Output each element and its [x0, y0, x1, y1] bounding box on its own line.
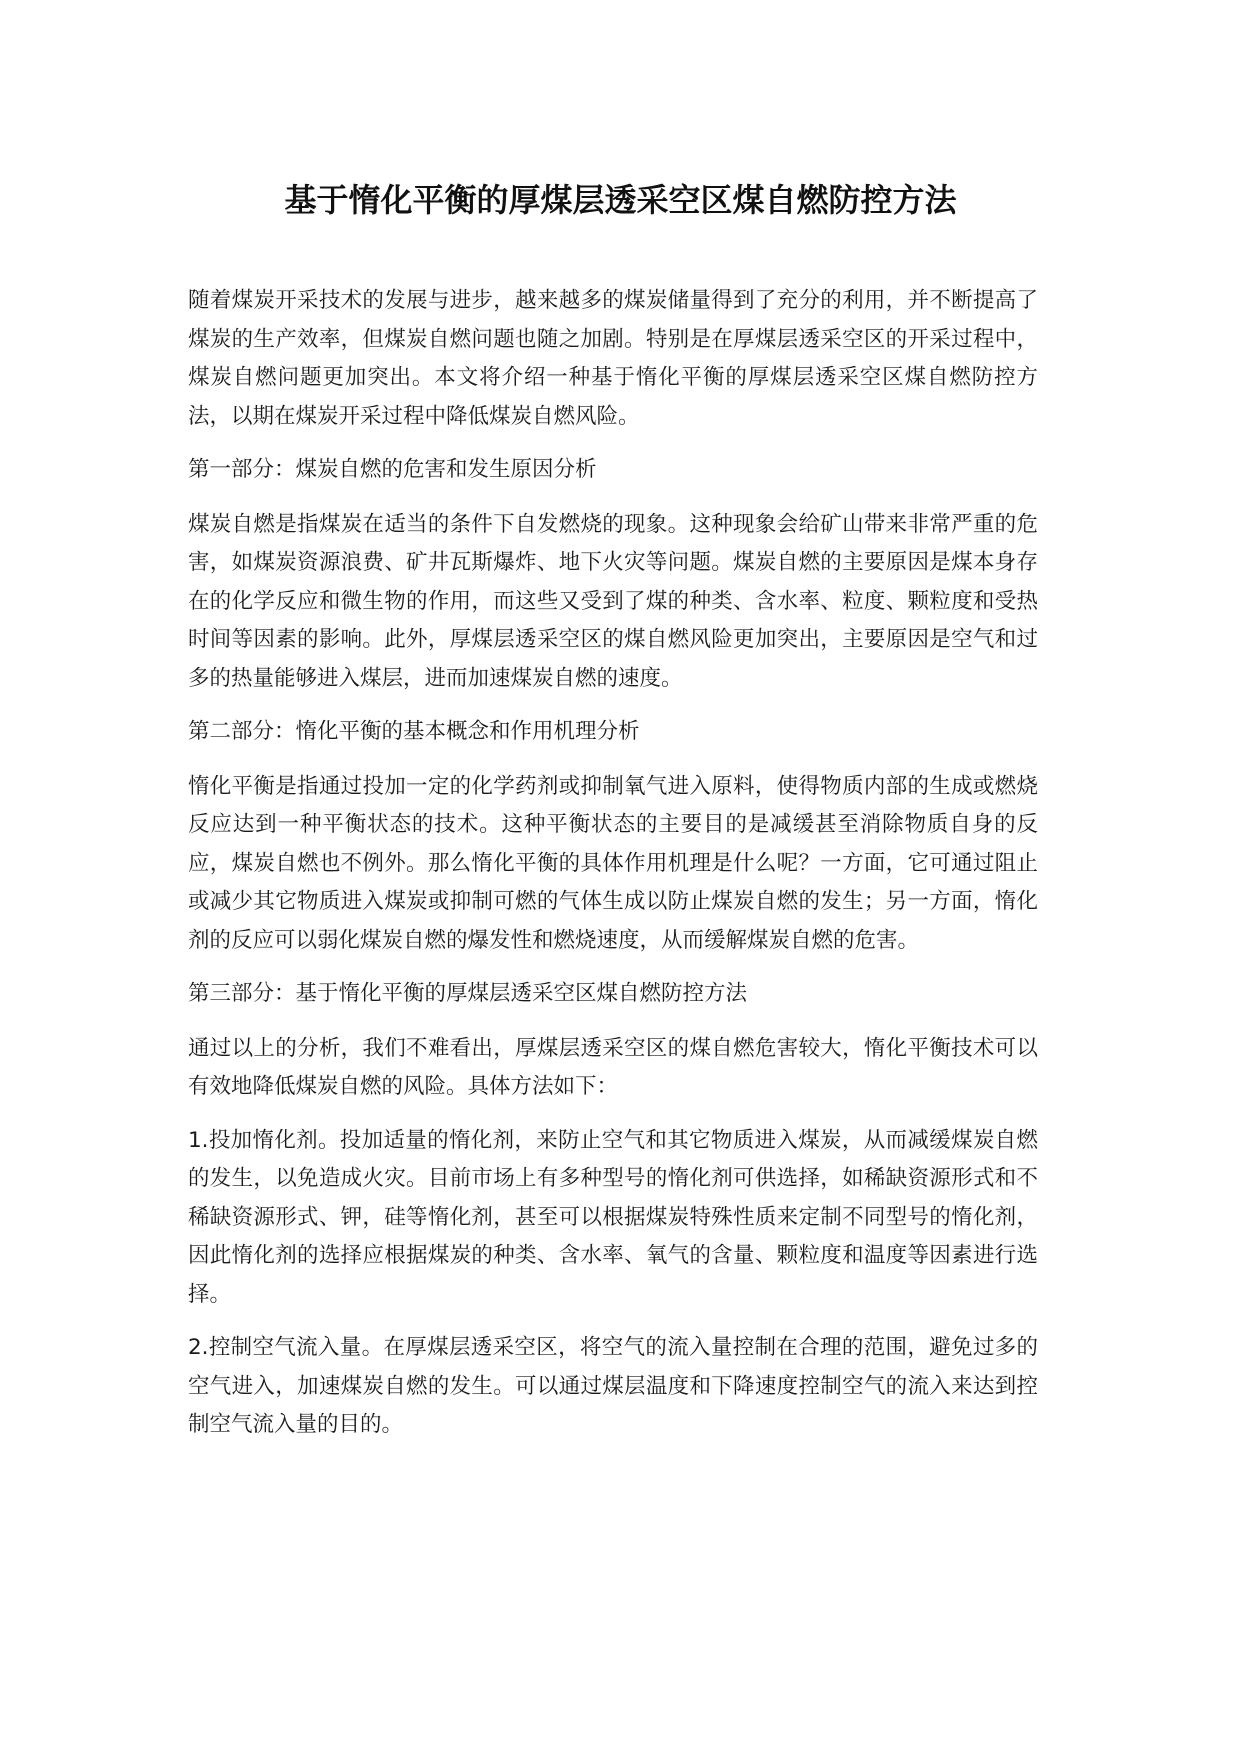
- method-item-2: 2.控制空气流入量。在厚煤层透采空区，将空气的流入量控制在合理的范围，避免过多的空气进入，加速煤炭自燃的发生。可以通过煤层温度和下降速度控制空气的流入来达到控制空气流入量的目的。: [188, 1335, 1038, 1437]
- method-item-1: 1.投加惰化剂。投加适量的惰化剂，来防止空气和其它物质进入煤炭，从而减缓煤炭自燃的发生，以免造成火灾。目前市场上有多种型号的惰化剂可供选择，如稀缺资源形式和不稀缺资源形式、钾，硅等惰化剂，甚至可以根据煤炭特殊性质来定制不同型号的惰化剂，因此惰化剂的选择应根据煤炭的种类、含水率、氧气的含量、颗粒度和温度等因素进行选择。: [188, 1127, 1038, 1307]
- section-1-paragraph: 煤炭自燃是指煤炭在适当的条件下自发燃烧的现象。这种现象会给矿山带来非常严重的危害，如煤炭资源浪费、矿井瓦斯爆炸、地下火灾等问题。煤炭自燃的主要原因是煤本身存在的化学反应和微生物的作用，而这些又受到了煤的种类、含水率、粒度、颗粒度和受热时间等因素的影响。此外，厚煤层透采空区的煤自燃风险更加突出，主要原因是空气和过多的热量能够进入煤层，进而加速煤炭自燃的速度。: [188, 511, 1038, 691]
- section-heading-2: 第二部分：惰化平衡的基本概念和作用机理分析: [188, 719, 640, 744]
- section-2-paragraph: 惰化平衡是指通过投加一定的化学药剂或抑制氧气进入原料，使得物质内部的生成或燃烧反应达到一种平衡状态的技术。这种平衡状态的主要目的是减缓甚至消除物质自身的反应，煤炭自燃也不例外。那么惰化平衡的具体作用机理是什么呢？一方面，它可通过阻止或减少其它物质进入煤炭或抑制可燃的气体生成以防止煤炭自燃的发生；另一方面，惰化剂的反应可以弱化煤炭自燃的爆发性和燃烧速度，从而缓解煤炭自燃的危害。: [188, 773, 1038, 953]
- section-heading-1: 第一部分：煤炭自燃的危害和发生原因分析: [188, 457, 597, 482]
- document-body: [188, 282, 1038, 1460]
- intro-paragraph: 随着煤炭开采技术的发展与进步，越来越多的煤炭储量得到了充分的利用，并不断提高了煤炭的生产效率，但煤炭自燃问题也随之加剧。特别是在厚煤层透采空区的开采过程中，煤炭自燃问题更加突出。本文将介绍一种基于惰化平衡的厚煤层透采空区煤自燃防控方法，以期在煤炭开采过程中降低煤炭自燃风险。: [188, 288, 1038, 429]
- section-heading-3: 第三部分：基于惰化平衡的厚煤层透采空区煤自燃防控方法: [188, 981, 748, 1006]
- section-3-intro-paragraph: 通过以上的分析，我们不难看出，厚煤层透采空区的煤自燃危害较大，惰化平衡技术可以有效地降低煤炭自燃的风险。具体方法如下：: [188, 1035, 1038, 1099]
- document-title: 基于惰化平衡的厚煤层透采空区煤自燃防控方法: [284, 181, 957, 219]
